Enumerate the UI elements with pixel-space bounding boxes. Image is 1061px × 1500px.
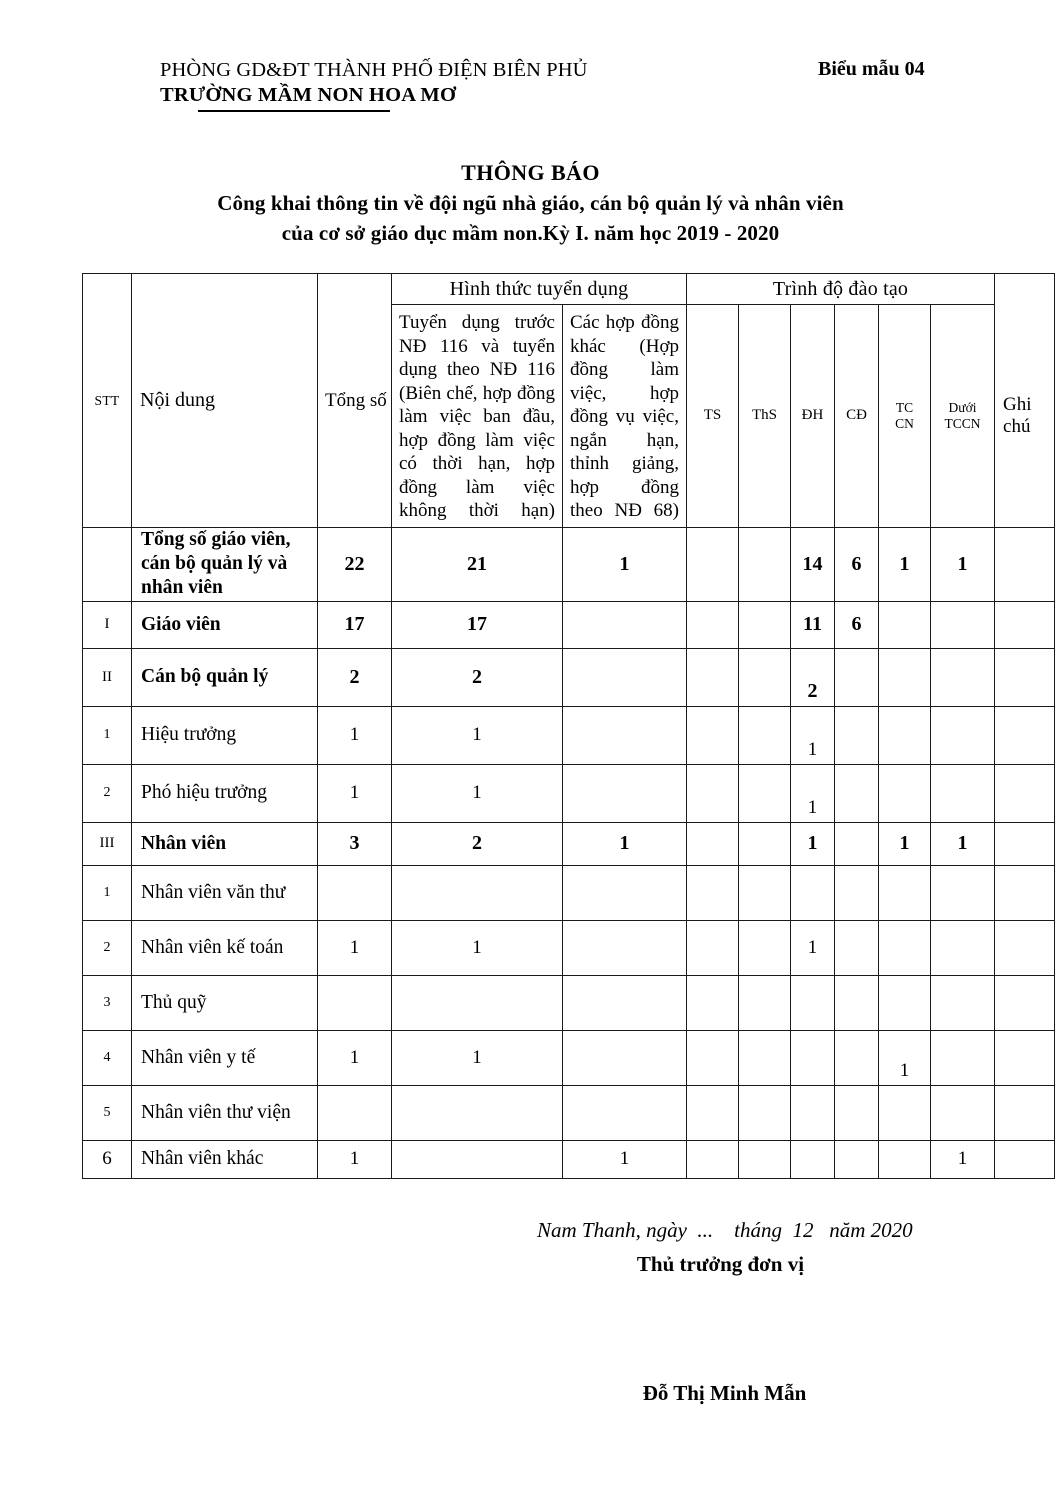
row-label: Nhân viên [132,822,318,865]
cell-tccn: 1 [879,822,931,865]
row-label: Cán bộ quản lý [132,648,318,706]
cell-other-contracts: 1 [563,1140,687,1178]
school-name: TRƯỜNG MẦM NON HOA MƠ [160,84,457,106]
cell-ths [739,822,791,865]
title-subtitle-line2: của cơ sở giáo dục mầm non.Kỳ I. năm học 2019 - 2020 [281,221,780,245]
header-tccn [879,305,931,528]
table-group-header-row [83,274,1055,305]
cell-tccn [879,706,931,764]
table-row [83,865,1055,920]
cell-dh [791,1085,835,1140]
cell-note [995,1140,1055,1178]
row-label: Nhân viên khác [132,1140,318,1178]
cell-tccn [879,865,931,920]
cell-cd [835,920,879,975]
cell-recruit-before: 1 [392,706,563,764]
cell-total [318,975,392,1030]
header-content: Nội dung [132,274,318,528]
table-row [83,920,1055,975]
cell-total [318,865,392,920]
cell-recruit-before: 1 [392,1030,563,1085]
cell-tccn: 1 [879,1030,931,1085]
row-label: Nhân viên văn thư [132,865,318,920]
cell-ths [739,920,791,975]
row-stt: 1 [83,706,132,764]
cell-note [995,706,1055,764]
staff-table-wrapper [82,273,1032,1179]
cell-ts [687,822,739,865]
cell-ths [739,706,791,764]
cell-other-contracts [563,975,687,1030]
row-stt: 4 [83,1030,132,1085]
cell-total: 1 [318,706,392,764]
cell-ts [687,706,739,764]
cell-note [995,764,1055,822]
table-body [83,527,1055,1178]
cell-recruit-before: 17 [392,601,563,648]
cell-other-contracts [563,706,687,764]
row-stt: I [83,601,132,648]
header-cd: CĐ [835,305,879,528]
cell-other-contracts [563,601,687,648]
row-label: Thủ quỹ [132,975,318,1030]
cell-cd [835,822,879,865]
cell-cd [835,975,879,1030]
cell-ths [739,865,791,920]
cell-total: 1 [318,1140,392,1178]
cell-duoi-tccn [931,764,995,822]
cell-total: 1 [318,920,392,975]
table-row [83,975,1055,1030]
header-stt: STT [83,274,132,528]
row-label: Phó hiệu trưởng [132,764,318,822]
cell-recruit-before [392,1140,563,1178]
cell-ts [687,527,739,601]
cell-tccn [879,1140,931,1178]
cell-duoi-tccn [931,648,995,706]
cell-total: 2 [318,648,392,706]
cell-cd: 6 [835,601,879,648]
cell-note [995,1085,1055,1140]
cell-total: 17 [318,601,392,648]
cell-duoi-tccn [931,865,995,920]
row-stt: III [83,822,132,865]
cell-note [995,527,1055,601]
cell-recruit-before: 2 [392,648,563,706]
header-recruit-before: Tuyển dụng trước NĐ 116 và tuyển dụng theo NĐ 116 (Biên chế, hợp đồng làm việc ban đầu, hợp đồng làm việc có thời hạn, hợp đồng làm việc không thời hạn) [392,305,563,528]
cell-cd [835,764,879,822]
header-note-spacer [995,274,1055,305]
header-duoi-tccn-line2: TCCN [944,415,981,431]
row-stt: 6 [83,1140,132,1178]
cell-ts [687,1030,739,1085]
cell-other-contracts [563,1085,687,1140]
cell-note [995,920,1055,975]
header-group-recruitment: Hình thức tuyển dụng [392,274,687,305]
cell-ts [687,601,739,648]
cell-note [995,975,1055,1030]
row-stt: 2 [83,764,132,822]
cell-recruit-before: 1 [392,764,563,822]
table-row [83,1030,1055,1085]
cell-ts [687,764,739,822]
cell-ts [687,865,739,920]
date-line: Nam Thanh, ngày ... tháng 12 năm 2020 [537,1218,913,1242]
cell-total [318,1085,392,1140]
table-row [83,706,1055,764]
cell-ths [739,527,791,601]
table-row [83,764,1055,822]
cell-tccn [879,764,931,822]
cell-total: 3 [318,822,392,865]
header-total: Tổng số [318,274,392,528]
cell-cd [835,1030,879,1085]
cell-dh [791,1140,835,1178]
office-name: PHÒNG GD&ĐT THÀNH PHỐ ĐIỆN BIÊN PHỦ [160,59,588,81]
row-label: Hiệu trưởng [132,706,318,764]
cell-other-contracts [563,865,687,920]
cell-ts [687,1085,739,1140]
cell-note [995,865,1055,920]
cell-other-contracts [563,1030,687,1085]
cell-cd [835,865,879,920]
cell-note [995,601,1055,648]
cell-ths [739,1085,791,1140]
cell-recruit-before [392,975,563,1030]
cell-other-contracts [563,920,687,975]
cell-ts [687,920,739,975]
cell-dh [791,865,835,920]
cell-recruit-before: 21 [392,527,563,601]
cell-duoi-tccn [931,975,995,1030]
cell-cd [835,1085,879,1140]
cell-dh: 14 [791,527,835,601]
cell-dh: 1 [791,764,835,822]
table-row [83,1140,1055,1178]
header-tccn-line2: CN [895,415,914,431]
cell-dh: 1 [791,706,835,764]
cell-recruit-before: 1 [392,920,563,975]
row-label: Nhân viên y tế [132,1030,318,1085]
cell-duoi-tccn [931,920,995,975]
cell-duoi-tccn: 1 [931,822,995,865]
row-label: Tổng số giáo viên, cán bộ quản lý và nhân viên [132,527,318,601]
cell-dh [791,975,835,1030]
row-stt: II [83,648,132,706]
school-name-underline [198,110,390,112]
cell-cd [835,1140,879,1178]
table-row [83,1085,1055,1140]
issuing-office-block [160,58,588,108]
cell-dh: 11 [791,601,835,648]
header-other-contracts: Các hợp đồng khác (Hợp đồng làm việc, hợp đồng vụ việc, ngắn hạn, thỉnh giảng, hợp đồng theo NĐ 68) [563,305,687,528]
cell-ths [739,764,791,822]
cell-dh: 1 [791,822,835,865]
cell-duoi-tccn: 1 [931,527,995,601]
header-ts: TS [687,305,739,528]
cell-cd [835,706,879,764]
header-note [995,305,1055,528]
cell-recruit-before: 2 [392,822,563,865]
cell-duoi-tccn [931,1030,995,1085]
cell-other-contracts: 1 [563,822,687,865]
cell-note [995,1030,1055,1085]
cell-total: 1 [318,1030,392,1085]
row-label: Giáo viên [132,601,318,648]
cell-ths [739,1030,791,1085]
cell-cd: 6 [835,527,879,601]
cell-ths [739,648,791,706]
cell-total: 22 [318,527,392,601]
cell-recruit-before [392,865,563,920]
cell-duoi-tccn [931,601,995,648]
header-note-line2: chú [1003,415,1031,437]
row-stt: 1 [83,865,132,920]
cell-ts [687,975,739,1030]
header-dh: ĐH [791,305,835,528]
row-stt [83,527,132,601]
cell-dh: 1 [791,920,835,975]
cell-ths [739,601,791,648]
cell-tccn: 1 [879,527,931,601]
table-row [83,822,1055,865]
cell-tccn [879,648,931,706]
cell-note [995,648,1055,706]
header-note-line1: Ghi [1003,393,1032,415]
cell-ts [687,648,739,706]
cell-ths [739,1140,791,1178]
header-tccn-line1: TC [895,399,914,415]
cell-total: 1 [318,764,392,822]
cell-cd [835,648,879,706]
signer-role: Thủ trưởng đơn vị [636,1252,805,1276]
table-row [83,527,1055,601]
cell-tccn [879,1085,931,1140]
cell-duoi-tccn: 1 [931,1140,995,1178]
cell-other-contracts: 1 [563,527,687,601]
cell-other-contracts [563,764,687,822]
row-stt: 2 [83,920,132,975]
title-block [0,158,1061,248]
signer-name: Đỗ Thị Minh Mẫn [642,1381,807,1405]
header-duoi-tccn-line1: Dưới [948,399,977,415]
header-ths: ThS [739,305,791,528]
row-stt: 3 [83,975,132,1030]
form-code: Biểu mẫu 04 [818,58,925,80]
header-duoi-tccn [931,305,995,528]
cell-duoi-tccn [931,1085,995,1140]
row-stt: 5 [83,1085,132,1140]
cell-recruit-before [392,1085,563,1140]
row-label: Nhân viên kế toán [132,920,318,975]
cell-ts [687,1140,739,1178]
table-row [83,601,1055,648]
header-group-training: Trình độ đào tạo [687,274,995,305]
cell-dh [791,1030,835,1085]
page-title: THÔNG BÁO [461,160,600,185]
cell-duoi-tccn [931,706,995,764]
title-subtitle-line1: Công khai thông tin về đội ngũ nhà giáo, cán bộ quản lý và nhân viên [217,191,844,215]
document-header [0,58,1061,118]
cell-tccn [879,920,931,975]
cell-note [995,822,1055,865]
cell-dh: 2 [791,648,835,706]
staff-table [82,273,1055,1179]
cell-ths [739,975,791,1030]
cell-tccn [879,975,931,1030]
row-label: Nhân viên thư viện [132,1085,318,1140]
cell-tccn [879,601,931,648]
table-row [83,648,1055,706]
cell-other-contracts [563,648,687,706]
